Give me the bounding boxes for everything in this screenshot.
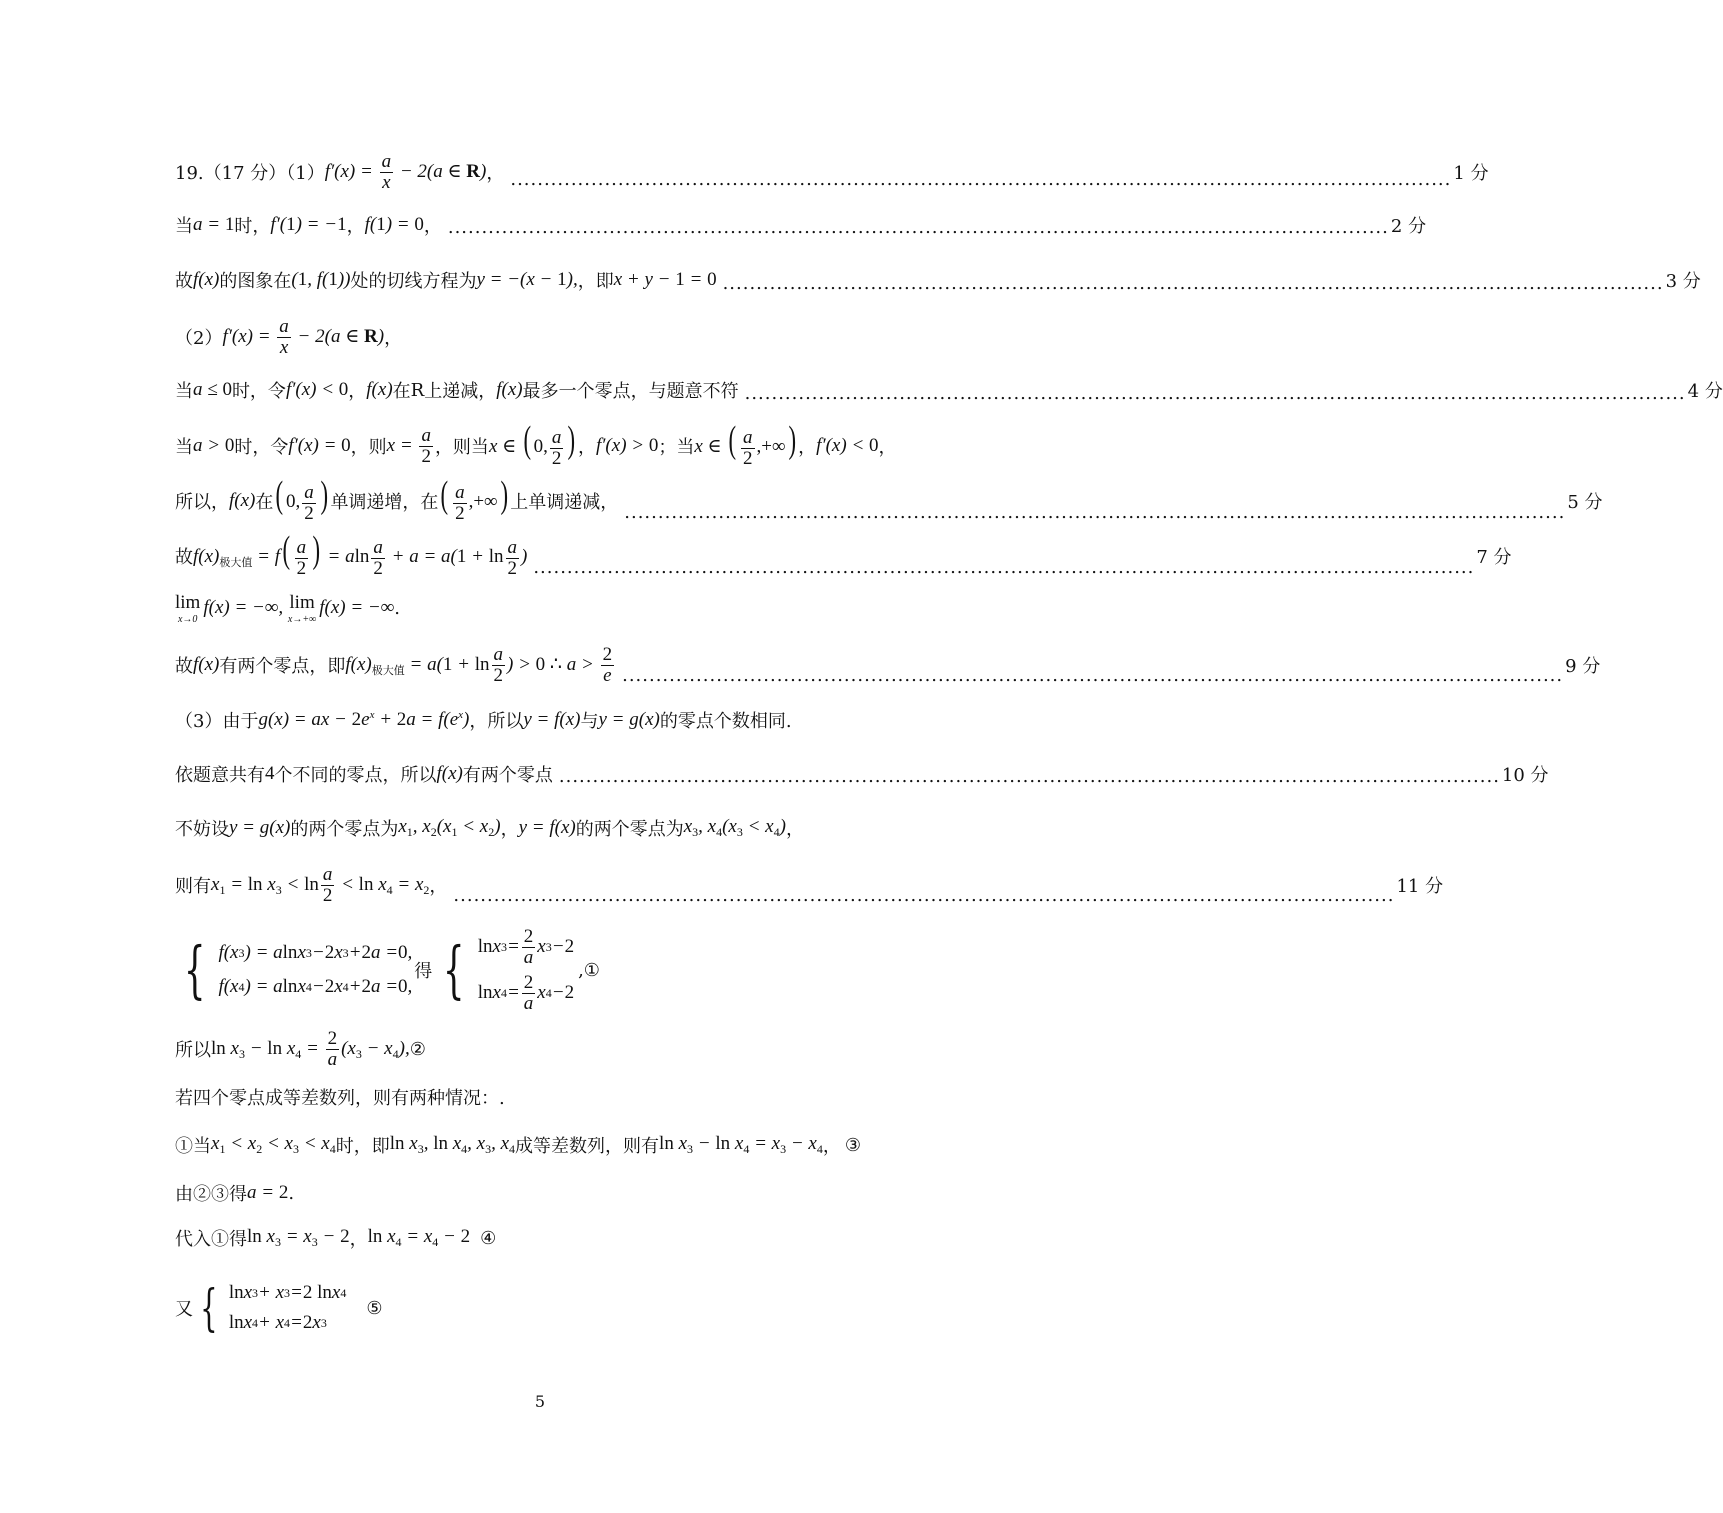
line-a-equals-1: 当 a = 1 时， f′(1) = −1 ， f(1) = 0 ， ............................................................................................................................................ 2 分: [175, 208, 880, 242]
line-system-5: 又 { ln x 3 + x 3 = 2 ln x 4 ln x 4 + x 4 = 2 x 3 ⑤: [175, 1279, 383, 1337]
equation-system-left: f(x 3 ) = a ln x 3 − 2 x 3 + 2 a = 0 , f(x 4 ) = a ln x 4 − 2 x 4 + 2 a = 0 ,: [218, 942, 413, 997]
dot-leader: ............................................................................................................................................: [624, 502, 1566, 523]
dot-leader: ............................................................................................................................................: [622, 665, 1564, 686]
line-a-equals-2: 由②③得 a = 2 .: [175, 1182, 295, 1205]
score-label: 7 分: [1476, 547, 1512, 568]
line-arithmetic-cases: 若四个零点成等差数列，则有两种情况：.: [175, 1088, 505, 1109]
line-inequality-chain: 则有 $x_1 = \ln x_3 < \ln$ $\frac{a}{2}$ < $\ln x_4 = x_2$ ， ............................................................................................................................................ 11 分: [175, 860, 880, 910]
line-four-zeros: 依题意共有 4 个不同的零点，所以 f(x) 有两个零点 ............................................................................................................................................ 10 分: [175, 757, 880, 791]
line-a-gt-0: 当 a > 0 时，令 f′(x) = 0 ，则 x = $\frac{a}{2}$ ，则当 x ∈ ( 0, $\frac{a}{2}$ ) ， f′(x) > 0 ；当 x ∈ ( $\frac{a}{2}$ ,+∞) ， f′(x) < 0 ，: [175, 419, 897, 469]
equation-system-5: ln x 3 + x 3 = 2 ln x 4 ln x 4 + x 4 = 2 x 3: [228, 1282, 347, 1333]
line-system-equations: { f(x 3 ) = a ln x 3 − 2 x 3 + 2 a = 0 , f(x 4 ) = a ln x 4 − 2 x 4 + 2 a = 0 , 得 { ln x 3 = $\frac{2}{a}$ x 3 − 2 ln x 4 = $\frac{2}{a}$ x 4 − 2 ,①: [175, 922, 880, 1018]
line-log-difference: 所以 $\ln x_3 - \ln x_4$ = $\frac{2}{a}$ $(x_3 - x_4)$, ②: [175, 1027, 426, 1070]
line-substitute: 代入①得 $\ln x_3 = x_3 - 2$ ， $\ln x_4 = x_4 - 2$ ④: [175, 1226, 497, 1250]
line-tangent: 故 f(x) 的图象在 (1, f(1)) 处的切线方程为 y = −(x − 1), ，即 x + y − 1 = 0 ............................................................................................................................................ 3 分: [175, 262, 880, 298]
dot-leader: ............................................................................................................................................: [510, 169, 1452, 190]
line-part1-derivative: 19.（17 分）（1） f′(x) = $\frac{a}{x}$ − 2(a ∈ R) ， ............................................................................................................................................ 1 分: [175, 150, 1489, 193]
formula-derivative: f′(x) = $\frac{a}{x}$ − 2(a ∈ R): [324, 150, 487, 193]
score-label: 5 分: [1567, 492, 1603, 513]
line-part3: （3）由于 g(x) = ax − $2e^x + 2a = f(e^x)$ ，所以 y = f(x) 与 y = g(x) 的零点个数相同.: [175, 709, 792, 732]
score-label: 10 分: [1501, 765, 1549, 786]
line-part2-derivative: （2） f′(x) = $\frac{a}{x}$ − 2(a ∈ R) ，: [175, 315, 403, 358]
line-max-value: 故 $f(x)_{极大值} = f$( $\frac{a}{2}$ ) = aln $\frac{a}{2}$ + a = a(1 + ln $\frac{a}{2}$ ) ............................................................................................................................................ 7 分: [175, 530, 880, 582]
dot-leader: ............................................................................................................................................: [558, 766, 1500, 787]
score-label: 9 分: [1565, 656, 1601, 677]
dot-leader: ............................................................................................................................................: [722, 273, 1664, 294]
line-two-zeros: 故 f(x) 有两个零点，即 $f(x)_{极大值} = a(1 + \ln$ $\frac{a}{2}$ ) > 0 ∴ a > $\frac{2}{e}$ ............................................................................................................................................ 9 分: [175, 640, 880, 690]
score-label: 4 分: [1687, 381, 1723, 402]
dot-leader: ............................................................................................................................................: [533, 557, 1475, 578]
page-number: 5: [534, 1392, 546, 1411]
line-monotonic: 所以， f(x) 在 ( 0, $\frac{a}{2}$ ) 单调递增，在 ( $\frac{a}{2}$ ,+∞) 上单调递减， ............................................................................................................................................ 5 分: [175, 475, 880, 527]
line-case-1: ①当 $x_1 < x_2 < x_3 < x_4$ 时，即 $\ln x_3$, $\ln x_4$, $x_3$, $x_4$ 成等差数列，则有 $\ln x_3 - \ln x_4 = x_3 - x_4$ ， ③: [175, 1133, 861, 1157]
score-label: 3 分: [1665, 271, 1701, 292]
score-label: 11 分: [1396, 876, 1444, 897]
score-label: 2 分: [1390, 216, 1427, 237]
dot-leader: ............................................................................................................................................: [453, 885, 1395, 906]
line-a-le-0: 当 a ≤ 0 时，令 f′(x) < 0 ， f(x) 在 R 上递减， f(x) 最多一个零点，与题意不符 ............................................................................................................................................ 4 分: [175, 372, 880, 408]
line-limits: lim x→0 f(x) = −∞, lim x→+∞ f(x) = −∞ .: [175, 591, 401, 625]
equation-system-right: ln x 3 = $\frac{2}{a}$ x 3 − 2 ln x 4 = $\frac{2}{a}$ x 4 − 2: [477, 925, 575, 1014]
question-header: 19.（17 分）（1）: [175, 163, 325, 184]
line-suppose: 不妨设 y = g(x) 的两个零点为 $x_1$, $x_2(x_1 < x_2)$ ， y = f(x) 的两个零点为 $x_3$, $x_4(x_3 < x_4)$ ，: [175, 816, 804, 840]
dot-leader: ............................................................................................................................................: [744, 383, 1686, 404]
score-label: 1 分: [1453, 163, 1489, 184]
dot-leader: ............................................................................................................................................: [447, 217, 1389, 238]
